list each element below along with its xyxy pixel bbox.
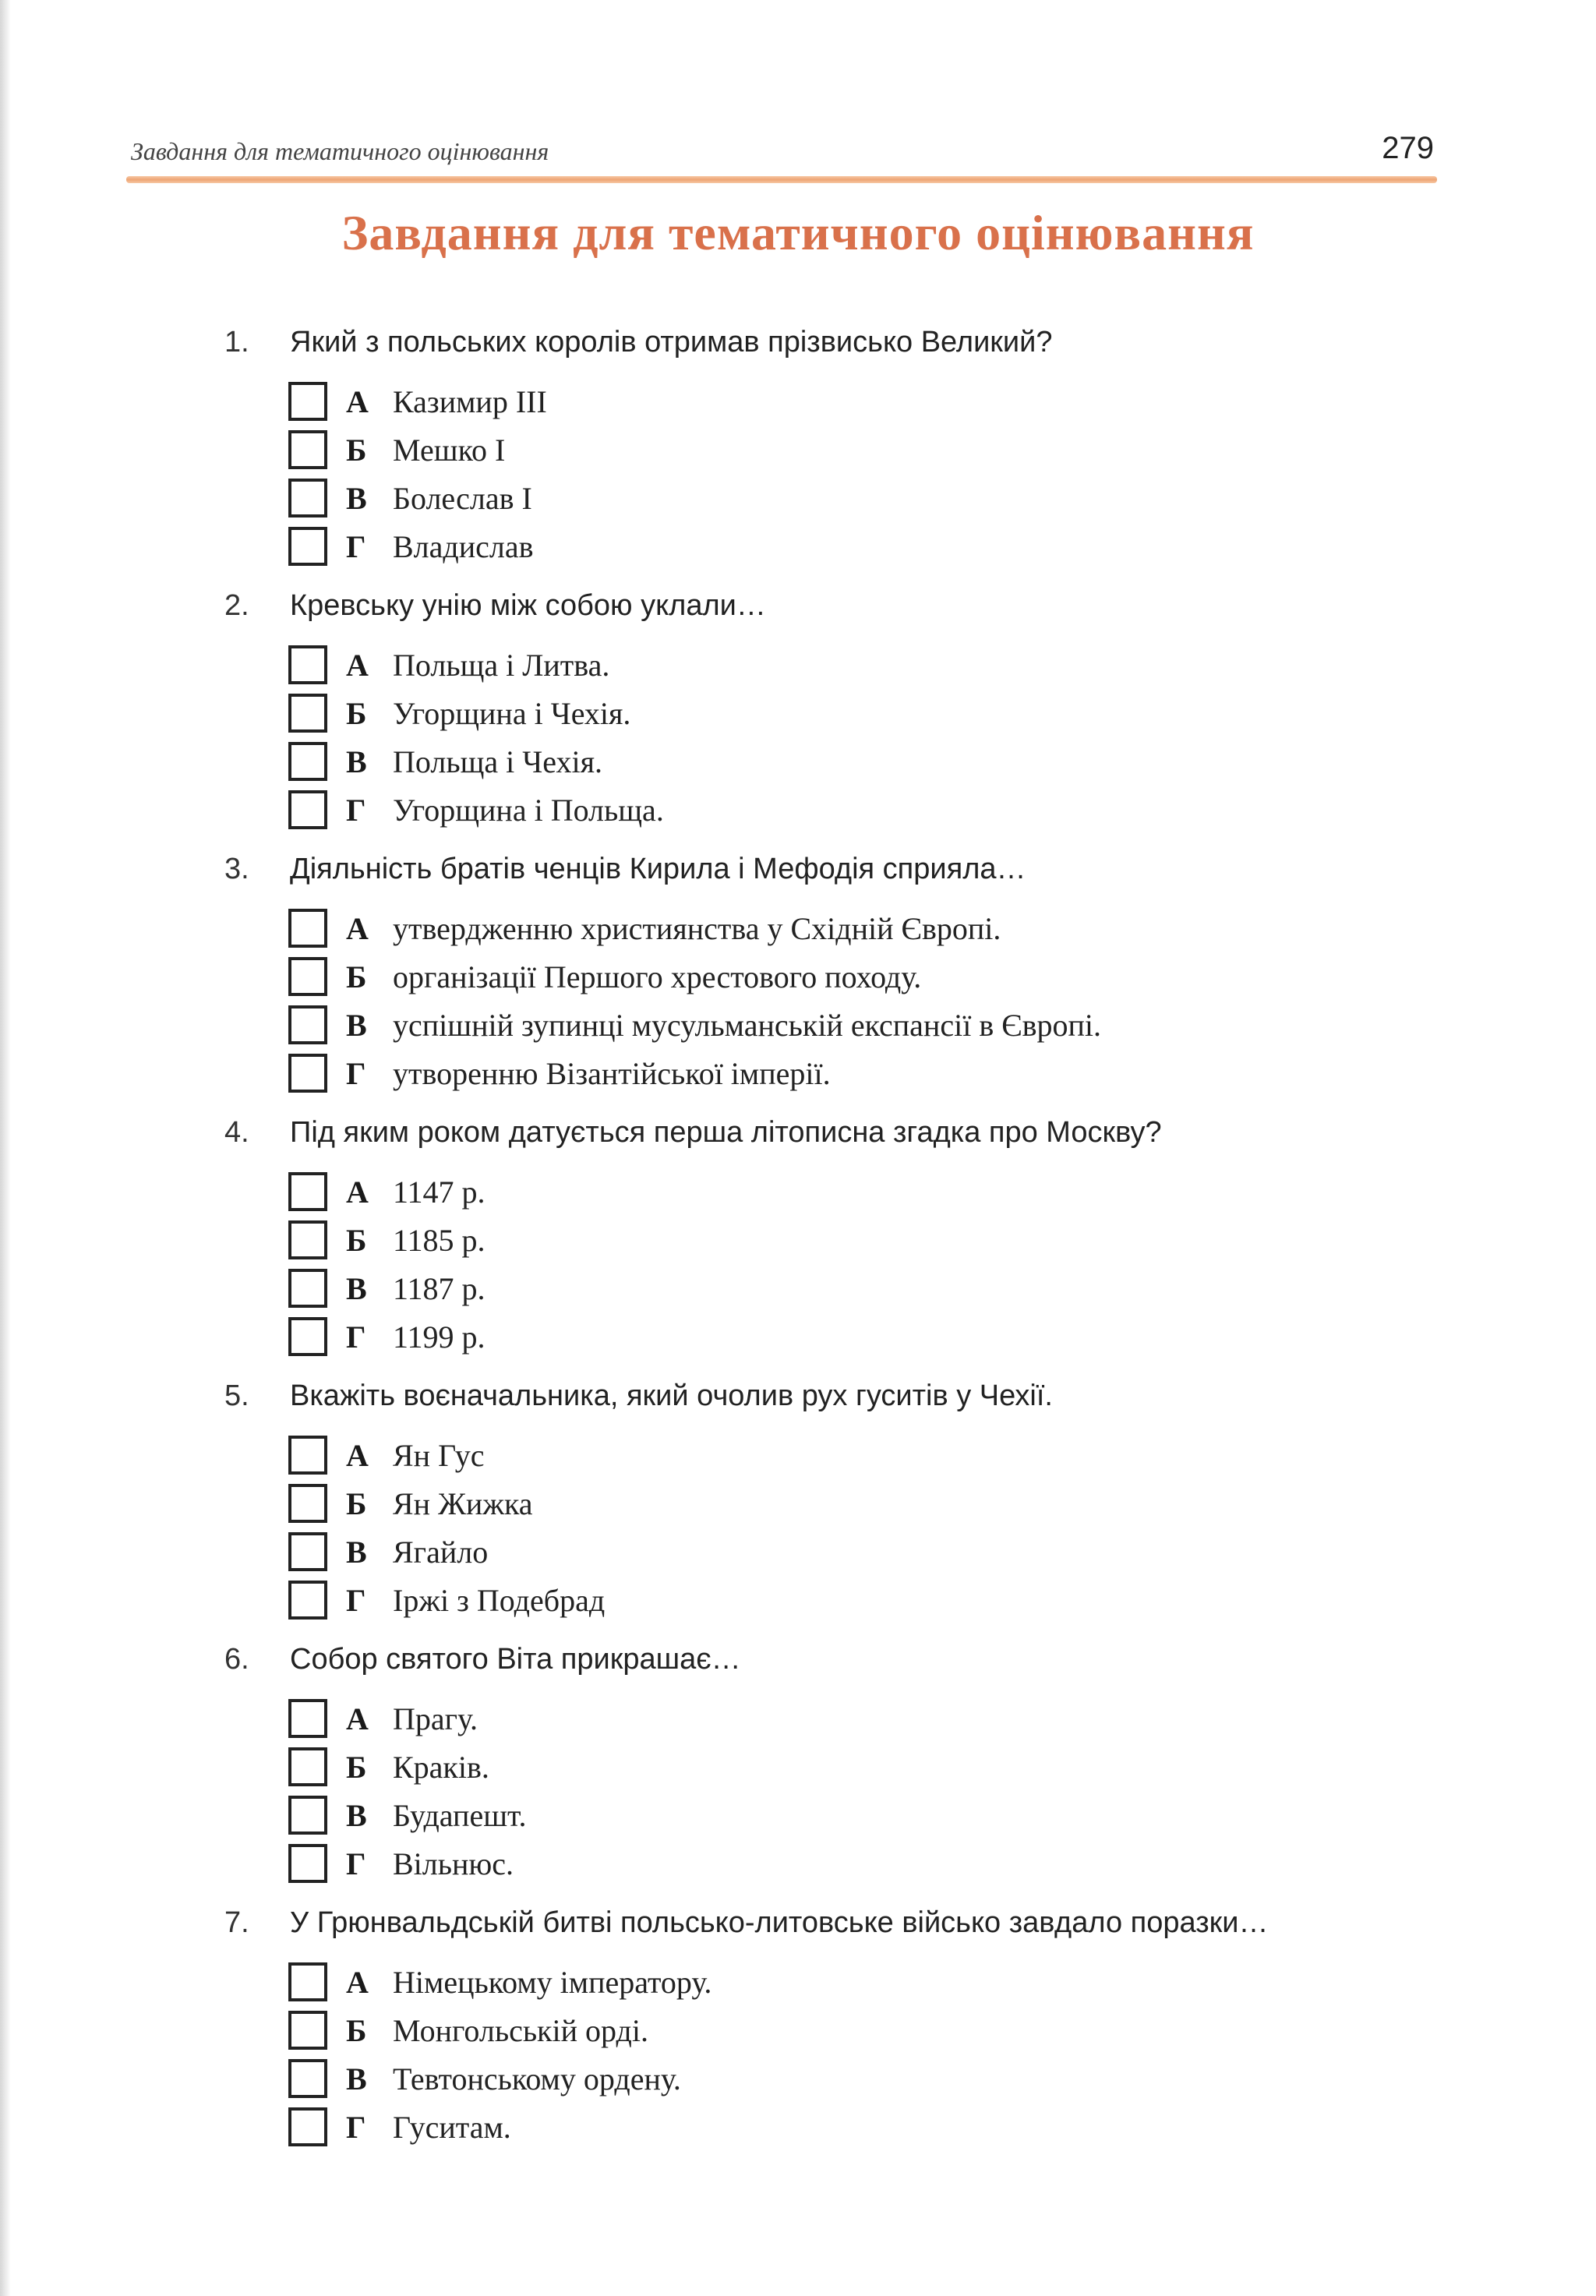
question-line <box>224 1643 1456 1694</box>
answer-checkbox[interactable] <box>288 1269 327 1308</box>
answer-option[interactable] <box>224 2054 1456 2103</box>
option-text: Краків. <box>393 1749 489 1785</box>
running-title: Завдання для тематичного оцінювання <box>131 137 549 165</box>
answer-option[interactable] <box>224 1743 1456 1791</box>
answer-checkbox[interactable] <box>288 1220 327 1259</box>
option-letter: А <box>346 383 369 419</box>
question-6 <box>224 1643 1456 1888</box>
answer-checkbox[interactable] <box>288 479 327 517</box>
answer-checkbox[interactable] <box>288 430 327 469</box>
option-text: Іржі з Подебрад <box>393 1582 606 1618</box>
option-letter: А <box>346 1174 369 1210</box>
question-text: Кревську унію між собою уклали… <box>290 589 766 622</box>
question-number: 2. <box>224 589 249 622</box>
question-text: Який з польських королів отримав прізвисько Великий? <box>290 326 1053 359</box>
question-3 <box>224 853 1456 1097</box>
question-5 <box>224 1379 1456 1624</box>
question-line <box>224 1906 1456 1958</box>
question-number: 3. <box>224 853 249 885</box>
option-letter: Г <box>346 1055 366 1091</box>
option-text: 1185 р. <box>393 1222 486 1258</box>
question-number: 4. <box>224 1116 249 1149</box>
option-text: Прагу. <box>393 1701 478 1736</box>
option-text: Казимир III <box>393 383 547 419</box>
question-2 <box>224 589 1456 834</box>
question-line <box>224 589 1456 641</box>
option-letter: Б <box>346 1222 367 1258</box>
answer-option[interactable] <box>224 474 1456 522</box>
option-letter: В <box>346 1797 367 1833</box>
option-text: 1199 р. <box>393 1319 486 1355</box>
question-7 <box>224 1906 1456 2151</box>
option-letter: А <box>346 1701 369 1736</box>
answer-option[interactable] <box>224 1001 1456 1049</box>
option-letter: В <box>346 1270 367 1306</box>
option-letter: Б <box>346 1749 367 1785</box>
question-line <box>224 326 1456 377</box>
answer-option[interactable] <box>224 1791 1456 1839</box>
option-letter: Г <box>346 1319 366 1355</box>
answer-checkbox[interactable] <box>288 1699 327 1738</box>
option-letter: В <box>346 2061 367 2096</box>
option-text: успішній зупинці мусульманській експансії в Європі. <box>393 1007 1102 1043</box>
question-text: Собор святого Віта прикрашає… <box>290 1643 741 1676</box>
option-text: організації Першого хрестового походу. <box>393 959 922 994</box>
answer-checkbox[interactable] <box>288 2107 327 2146</box>
answer-checkbox[interactable] <box>288 2059 327 2098</box>
question-4 <box>224 1116 1456 1361</box>
question-text: Під яким роком датується перша літописна згадка про Москву? <box>290 1116 1162 1149</box>
option-text: Німецькому імператору. <box>393 1964 712 2000</box>
option-letter: Г <box>346 2109 366 2145</box>
answer-option[interactable] <box>224 522 1456 570</box>
answer-option[interactable] <box>224 1839 1456 1888</box>
question-number: 5. <box>224 1379 249 1412</box>
answer-option[interactable] <box>224 1049 1456 1097</box>
option-text: Ян Гус <box>393 1437 485 1473</box>
question-line <box>224 853 1456 904</box>
answer-checkbox[interactable] <box>288 1796 327 1835</box>
option-letter: В <box>346 480 367 516</box>
option-text: утворенню Візантійської імперії. <box>393 1055 831 1091</box>
answer-checkbox[interactable] <box>288 1317 327 1356</box>
option-letter: Б <box>346 1485 367 1521</box>
answer-checkbox[interactable] <box>288 527 327 566</box>
option-letter: А <box>346 1437 369 1473</box>
answer-option[interactable] <box>224 904 1456 952</box>
option-text: Вільнюс. <box>393 1846 514 1881</box>
header-rule <box>126 176 1437 183</box>
question-text: Вкажіть воєначальника, який очолив рух гуситів у Чехії. <box>290 1379 1053 1412</box>
answer-option[interactable] <box>224 1694 1456 1743</box>
option-text: Угорщина і Польща. <box>393 792 664 828</box>
answer-option[interactable] <box>224 1431 1456 1479</box>
option-text: Ягайло <box>393 1534 489 1570</box>
question-1 <box>224 326 1456 570</box>
answer-option[interactable] <box>224 737 1456 786</box>
answer-option[interactable] <box>224 1264 1456 1312</box>
answer-checkbox[interactable] <box>288 2011 327 2050</box>
option-text: 1147 р. <box>393 1174 486 1210</box>
answer-option[interactable] <box>224 689 1456 737</box>
option-text: Польща і Литва. <box>393 647 610 683</box>
answer-option[interactable] <box>224 1958 1456 2006</box>
answer-option[interactable] <box>224 952 1456 1001</box>
answer-checkbox[interactable] <box>288 1484 327 1523</box>
question-line <box>224 1116 1456 1167</box>
option-letter: А <box>346 1964 369 2000</box>
answer-option[interactable] <box>224 426 1456 474</box>
option-letter: Г <box>346 792 366 828</box>
option-text: Ян Жижка <box>393 1485 533 1521</box>
answer-checkbox[interactable] <box>288 790 327 829</box>
option-letter: В <box>346 1534 367 1570</box>
answer-option[interactable] <box>224 1479 1456 1528</box>
answer-option[interactable] <box>224 1167 1456 1216</box>
option-letter: В <box>346 1007 367 1043</box>
option-text: Владислав <box>393 528 534 564</box>
option-text: утвердженню християнства у Східній Європі. <box>393 910 1001 946</box>
answer-checkbox[interactable] <box>288 1581 327 1620</box>
option-letter: Г <box>346 1846 366 1881</box>
answer-checkbox[interactable] <box>288 1844 327 1883</box>
option-text: Угорщина і Чехія. <box>393 695 631 731</box>
section-title: Завдання для тематичного оцінювання <box>341 205 1255 260</box>
answer-option[interactable] <box>224 1216 1456 1264</box>
question-number: 7. <box>224 1906 249 1939</box>
option-letter: Б <box>346 432 367 468</box>
answer-option[interactable] <box>224 786 1456 834</box>
answer-option[interactable] <box>224 1312 1456 1361</box>
running-header <box>131 131 1434 166</box>
answer-checkbox[interactable] <box>288 1747 327 1786</box>
option-text: Монгольській орді. <box>393 2012 648 2048</box>
option-text: Тевтонському ордену. <box>393 2061 681 2096</box>
option-letter: Б <box>346 2012 367 2048</box>
question-line <box>224 1379 1456 1431</box>
option-letter: А <box>346 910 369 946</box>
answer-checkbox[interactable] <box>288 957 327 996</box>
option-text: Гуситам. <box>393 2109 511 2145</box>
option-text: 1187 р. <box>393 1270 486 1306</box>
option-letter: В <box>346 744 367 779</box>
option-letter: Б <box>346 959 367 994</box>
answer-checkbox[interactable] <box>288 1172 327 1211</box>
answer-checkbox[interactable] <box>288 694 327 733</box>
option-text: Болеслав I <box>393 480 532 516</box>
page-number: 279 <box>1382 131 1434 165</box>
answer-option[interactable] <box>224 2103 1456 2151</box>
page-edge-shadow <box>0 0 11 2296</box>
answer-checkbox[interactable] <box>288 382 327 421</box>
question-number: 1. <box>224 326 249 359</box>
answer-option[interactable] <box>224 1528 1456 1576</box>
answer-checkbox[interactable] <box>288 1005 327 1044</box>
answer-checkbox[interactable] <box>288 1054 327 1093</box>
answer-checkbox[interactable] <box>288 1532 327 1571</box>
option-text: Будапешт. <box>393 1797 527 1833</box>
question-list <box>224 326 1456 2170</box>
answer-checkbox[interactable] <box>288 909 327 948</box>
option-text: Польща і Чехія. <box>393 744 602 779</box>
answer-checkbox[interactable] <box>288 1436 327 1475</box>
option-text: Мешко I <box>393 432 506 468</box>
answer-option[interactable] <box>224 1576 1456 1624</box>
option-letter: Г <box>346 528 366 564</box>
answer-checkbox[interactable] <box>288 1962 327 2001</box>
answer-option[interactable] <box>224 2006 1456 2054</box>
answer-option[interactable] <box>224 641 1456 689</box>
option-letter: Б <box>346 695 367 731</box>
option-letter: А <box>346 647 369 683</box>
option-letter: Г <box>346 1582 366 1618</box>
answer-checkbox[interactable] <box>288 645 327 684</box>
answer-checkbox[interactable] <box>288 742 327 781</box>
answer-option[interactable] <box>224 377 1456 426</box>
question-text: У Грюнвальдській битві польсько-литовське військо завдало поразки… <box>290 1906 1269 1939</box>
question-number: 6. <box>224 1643 249 1676</box>
question-text: Діяльність братів ченців Кирила і Мефодія сприяла… <box>290 853 1026 885</box>
